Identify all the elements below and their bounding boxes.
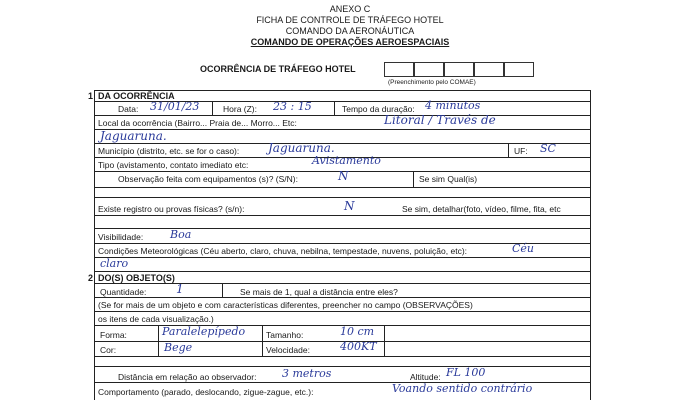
observer-distance-label: Distância em relação ao observador: <box>118 372 257 382</box>
municipality-value[interactable]: Jaguaruna. <box>268 141 335 155</box>
date-label: Data: <box>118 104 139 114</box>
rule-top <box>94 90 591 91</box>
size-label: Tamanho: <box>266 330 304 340</box>
comae-box-3 <box>444 62 474 77</box>
rule-date <box>94 115 591 116</box>
municipality-label: Município (distrito, etc. se for o caso): <box>98 146 240 156</box>
behavior-value[interactable]: Voando sentido contrário <box>392 382 533 395</box>
distance-between-label: Se mais de 1, qual a distância entre eles? <box>240 287 398 297</box>
type-value[interactable]: Avistamento <box>312 154 381 167</box>
rule-equipment <box>94 187 591 188</box>
equipment-label: Observação feita com equipamentos (s)? (S/N): <box>118 174 298 184</box>
hour-value[interactable]: 23 : 15 <box>273 100 312 113</box>
weather-label: Condições Meteorológicas (Céu aberto, claro, chuva, nebilna, tempestade, nuvens, poluição, etc): <box>98 246 468 256</box>
speed-value[interactable]: 400KT <box>340 340 377 353</box>
color-value[interactable]: Bege <box>164 341 193 354</box>
rule-evidence2 <box>94 228 591 229</box>
note-line1: (Se for mais de um objeto e com características diferentes, preencher no campo (OBSERVAÇÕES) <box>98 300 473 310</box>
location-value[interactable]: Litoral / Través de <box>384 113 496 127</box>
shape-value[interactable]: Paralelepípedo <box>162 325 246 338</box>
comae-box-2 <box>414 62 444 77</box>
weather-value-cont[interactable]: claro <box>100 257 129 270</box>
note-line2: os itens de cada visualização.) <box>98 314 214 324</box>
location-value-cont[interactable]: Jaguaruna. <box>100 129 167 143</box>
evidence-detail-label: Se sim, detalhar(foto, vídeo, filme, fita, etc <box>402 204 561 214</box>
behavior-label: Comportamento (parado, deslocando, zigue-zague, etc.): <box>98 387 314 397</box>
rule-note1 <box>94 311 591 312</box>
form-left-border <box>94 90 95 400</box>
duration-label: Tempo da duração: <box>342 104 415 114</box>
section1-title: DA OCORRÊNCIA <box>98 91 175 101</box>
rule-location2 <box>94 143 591 144</box>
comae-box-5 <box>504 62 534 77</box>
quantity-value[interactable]: 1 <box>176 282 184 296</box>
date-divider <box>212 101 213 115</box>
section2-number: 2 <box>88 273 94 283</box>
comae-box-1 <box>384 62 414 77</box>
rule-weather2 <box>94 271 591 272</box>
occurrence-title: OCORRÊNCIA DE TRÁFEGO HOTEL <box>200 64 356 74</box>
uf-divider <box>508 143 509 157</box>
rule-weather <box>94 257 591 258</box>
visibility-label: Visibilidade: <box>98 232 144 242</box>
rule-location <box>94 129 591 130</box>
evidence-label: Existe registro ou provas físicas? (s/n): <box>98 204 245 214</box>
quantity-divider <box>222 283 223 297</box>
which-label: Se sim Qual(is) <box>419 174 478 184</box>
observer-distance-value[interactable]: 3 metros <box>282 367 332 380</box>
comae-note: (Preenchimento pelo COMAE) <box>388 79 476 86</box>
hour-divider <box>334 101 335 115</box>
duration-value[interactable]: 4 minutos <box>425 99 481 112</box>
date-value[interactable]: 31/01/23 <box>150 100 200 113</box>
evidence-value[interactable]: N <box>344 199 355 213</box>
rule-quantity <box>94 297 591 298</box>
header-annex: ANEXO C <box>329 4 371 14</box>
comae-box-4 <box>474 62 504 77</box>
hour-label: Hora (Z): <box>223 104 257 114</box>
section1-number: 1 <box>88 91 94 101</box>
uf-value[interactable]: SC <box>540 142 556 155</box>
header-command: COMANDO DA AERONÁUTICA <box>285 26 415 36</box>
rule-blank <box>94 197 591 198</box>
location-label: Local da ocorrência (Bairro... Praia de... Morro... Etc: <box>98 118 297 128</box>
altitude-label: Altitude: <box>410 372 441 382</box>
rule-s2-title <box>94 283 591 284</box>
equipment-divider <box>413 171 414 187</box>
rule-evidence <box>94 215 591 216</box>
shape-color-divider <box>158 325 159 356</box>
shape-label: Forma: <box>100 330 127 340</box>
visibility-value[interactable]: Boa <box>170 228 192 241</box>
equipment-value[interactable]: N <box>338 169 349 183</box>
weather-value[interactable]: Céu <box>512 242 535 255</box>
altitude-value[interactable]: FL 100 <box>446 366 486 379</box>
header-form-title: FICHA DE CONTROLE DE TRÁFEGO HOTEL <box>256 15 444 25</box>
header-operations: COMANDO DE OPERAÇÕES AEROESPACIAIS <box>250 37 450 47</box>
type-label: Tipo (avistamento, contato imediato etc: <box>98 160 249 170</box>
size-speed-end <box>384 325 385 356</box>
rule-color <box>94 356 591 357</box>
quantity-label: Quantidade: <box>100 287 147 297</box>
speed-label: Velocidade: <box>266 345 310 355</box>
color-label: Cor: <box>100 345 117 355</box>
size-speed-divider <box>262 325 263 356</box>
rule-gap <box>94 366 591 367</box>
form-right-border <box>590 90 591 400</box>
size-value[interactable]: 10 cm <box>340 325 375 338</box>
section2-title: DO(S) OBJETO(S) <box>98 273 175 283</box>
uf-label: UF: <box>514 146 528 156</box>
